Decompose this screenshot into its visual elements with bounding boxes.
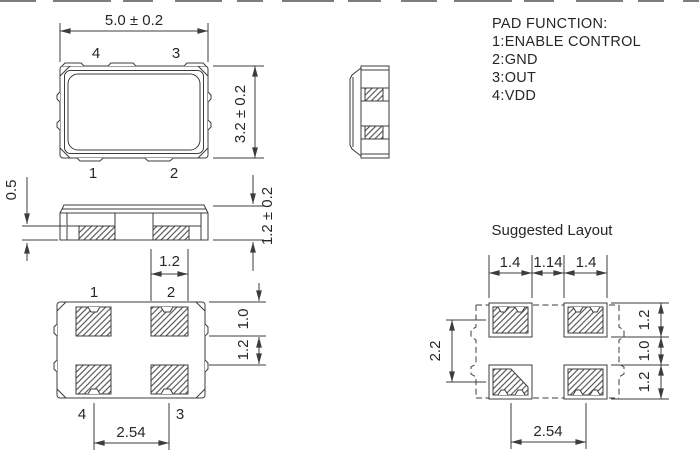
top-view bbox=[57, 12, 264, 182]
layout-row-pitch-dimension bbox=[427, 320, 486, 382]
thickness-dimension-label: 1.2 ± 0.2 bbox=[259, 186, 276, 246]
pin-label-4: 4 bbox=[91, 45, 101, 62]
height-dimension-label: 3.2 ± 0.2 bbox=[232, 84, 249, 144]
end-lid-flange bbox=[350, 68, 361, 156]
layout-row-pitch-label: 2.2 bbox=[427, 340, 444, 362]
end-pad-hatch-bottom bbox=[365, 126, 383, 139]
suggested-layout bbox=[427, 222, 669, 449]
side-pad-hatch-left bbox=[79, 226, 115, 240]
pin-label-2: 2 bbox=[169, 165, 179, 182]
bottom-pin-label-2: 2 bbox=[166, 284, 176, 301]
layout-center-gap-label: 1.14 bbox=[533, 254, 563, 271]
pad-function-item-1: 1:ENABLE CONTROL bbox=[492, 34, 642, 50]
layout-pad-height-bottom-label: 1.2 bbox=[636, 371, 653, 393]
pin-label-1: 1 bbox=[88, 165, 98, 182]
layout-top-dimensions bbox=[489, 254, 607, 298]
side-view bbox=[3, 175, 276, 271]
bottom-right-dimensions bbox=[209, 283, 266, 365]
standoff-dimension-label: 0.5 bbox=[3, 179, 20, 201]
bottom-pin-label-4: 4 bbox=[77, 406, 87, 423]
end-view bbox=[350, 66, 389, 158]
width-dimension-label: 5.0 ± 0.2 bbox=[104, 12, 164, 29]
end-pad-hatch-top bbox=[365, 88, 383, 101]
pad-function-item-2: 2:GND bbox=[492, 52, 538, 68]
bottom-pitch-dimension-label: 2.54 bbox=[116, 424, 146, 441]
layout-row-gap-label: 1.0 bbox=[636, 340, 653, 362]
pin-label-3: 3 bbox=[171, 45, 181, 62]
side-pad-hatch-right bbox=[153, 226, 189, 240]
thickness-dimension bbox=[213, 175, 276, 271]
package-outline bbox=[60, 66, 208, 158]
pad-function-item-4: 4:VDD bbox=[492, 88, 537, 104]
edge-dimension-label: 1.0 bbox=[235, 308, 252, 330]
bottom-pin-label-3: 3 bbox=[175, 406, 185, 423]
height-dimension bbox=[213, 66, 264, 158]
gap-dimension-label: 1.2 bbox=[235, 339, 252, 361]
layout-right-dimensions bbox=[611, 303, 669, 399]
bottom-view bbox=[54, 249, 266, 450]
layout-pitch-dimension bbox=[511, 403, 586, 449]
bottom-pitch-dimension bbox=[94, 403, 169, 450]
pad-function-title: PAD FUNCTION: bbox=[492, 16, 608, 32]
layout-pitch-label: 2.54 bbox=[533, 423, 563, 440]
layout-pad-height-top-label: 1.2 bbox=[636, 309, 653, 331]
layout-pad-width-right-label: 1.4 bbox=[575, 254, 597, 271]
end-body-outline bbox=[361, 66, 389, 158]
bottom-pin-label-1: 1 bbox=[89, 284, 99, 301]
standoff-dimension bbox=[3, 177, 66, 261]
pad-width-dimension-label: 1.2 bbox=[159, 253, 180, 270]
suggested-layout-title: Suggested Layout bbox=[491, 222, 613, 239]
width-dimension bbox=[60, 12, 208, 62]
pad-function-legend bbox=[492, 16, 641, 104]
pad-function-item-3: 3:OUT bbox=[492, 70, 537, 86]
layout-pad-width-left-label: 1.4 bbox=[499, 254, 521, 271]
